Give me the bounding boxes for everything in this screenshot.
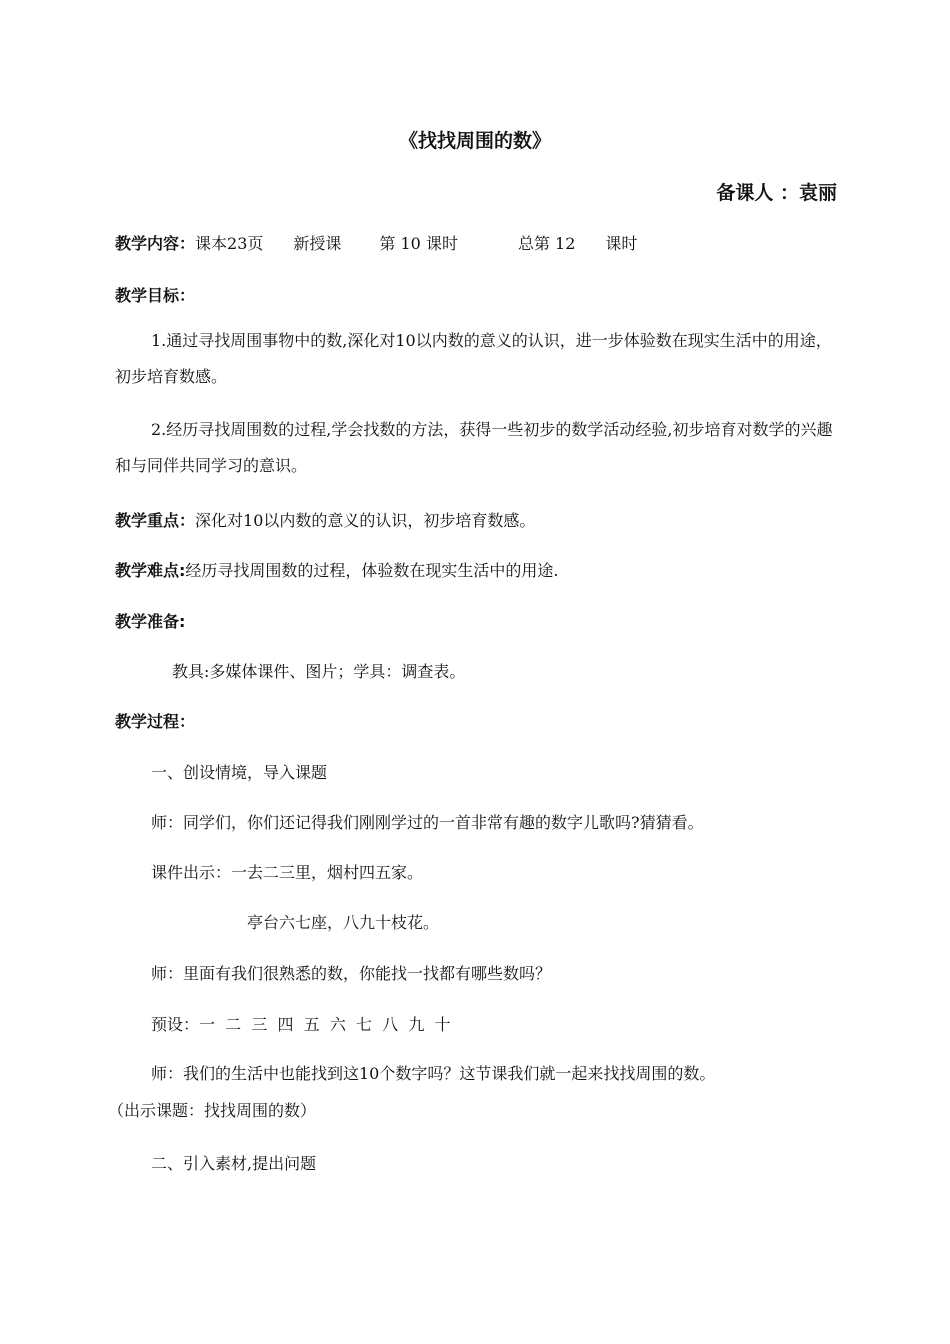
section-2-heading: 二、引入素材,提出问题	[151, 1154, 317, 1173]
paragraph-6b: （出示课题：找找周围的数）	[108, 1101, 317, 1120]
content-unit: 课时	[605, 234, 638, 253]
content-type: 新授课	[293, 234, 342, 253]
objectives-label: 教学目标：	[115, 286, 196, 305]
paragraph-5: 预设：一 二 三 四 五 六 七 八 九 十	[151, 1015, 451, 1034]
content-line	[115, 231, 637, 254]
paragraph-4: 师：里面有我们很熟悉的数，你能找一找都有哪些数吗？	[151, 964, 552, 983]
content-lesson: 第 10 课时	[379, 234, 458, 253]
difficulty-text: 经历寻找周围数的过程，体验数在现实生活中的用途.	[185, 561, 559, 580]
content-label: 教学内容：	[115, 234, 196, 253]
difficulty	[115, 558, 559, 581]
preparation-text: 教具:多媒体课件、图片；学具：调查表。	[172, 662, 466, 681]
paragraph-1: 师：同学们，你们还记得我们刚刚学过的一首非常有趣的数字儿歌吗?猜猜看。	[151, 813, 704, 832]
paragraph-3: 亭台六七座，八九十枝花。	[247, 913, 440, 932]
content-total: 总第 12	[517, 234, 576, 253]
key-point-label: 教学重点：	[115, 511, 196, 530]
key-point-text: 深化对10以内数的意义的认识，初步培育数感。	[195, 511, 536, 530]
preparation-label: 教学准备:	[115, 612, 186, 631]
paragraph-2: 课件出示：一去二三里，烟村四五家。	[151, 863, 424, 882]
difficulty-label: 教学难点:	[115, 561, 186, 580]
objective-1: 1.通过寻找周围事物中的数,深化对10以内数的意义的认识，进一步体验数在现实生活中的用途，初步培育数感。	[115, 331, 832, 386]
document-title: 《找找周围的数》	[398, 130, 551, 152]
objective-2: 2.经历寻找周围数的过程,学会找数的方法，获得一些初步的数学活动经验,初步培育对数学的兴趣和与同伴共同学习的意识。	[115, 420, 833, 475]
section-1-heading: 一、创设情境，导入课题	[151, 763, 328, 782]
author-line: 备课人 ：袁丽	[716, 182, 837, 204]
key-point	[115, 508, 535, 531]
process-label: 教学过程：	[115, 712, 196, 731]
content-textbook: 课本23页	[195, 234, 264, 253]
paragraph-6a: 师：我们的生活中也能找到这10个数字吗？这节课我们就一起来找找周围的数。	[151, 1064, 716, 1083]
